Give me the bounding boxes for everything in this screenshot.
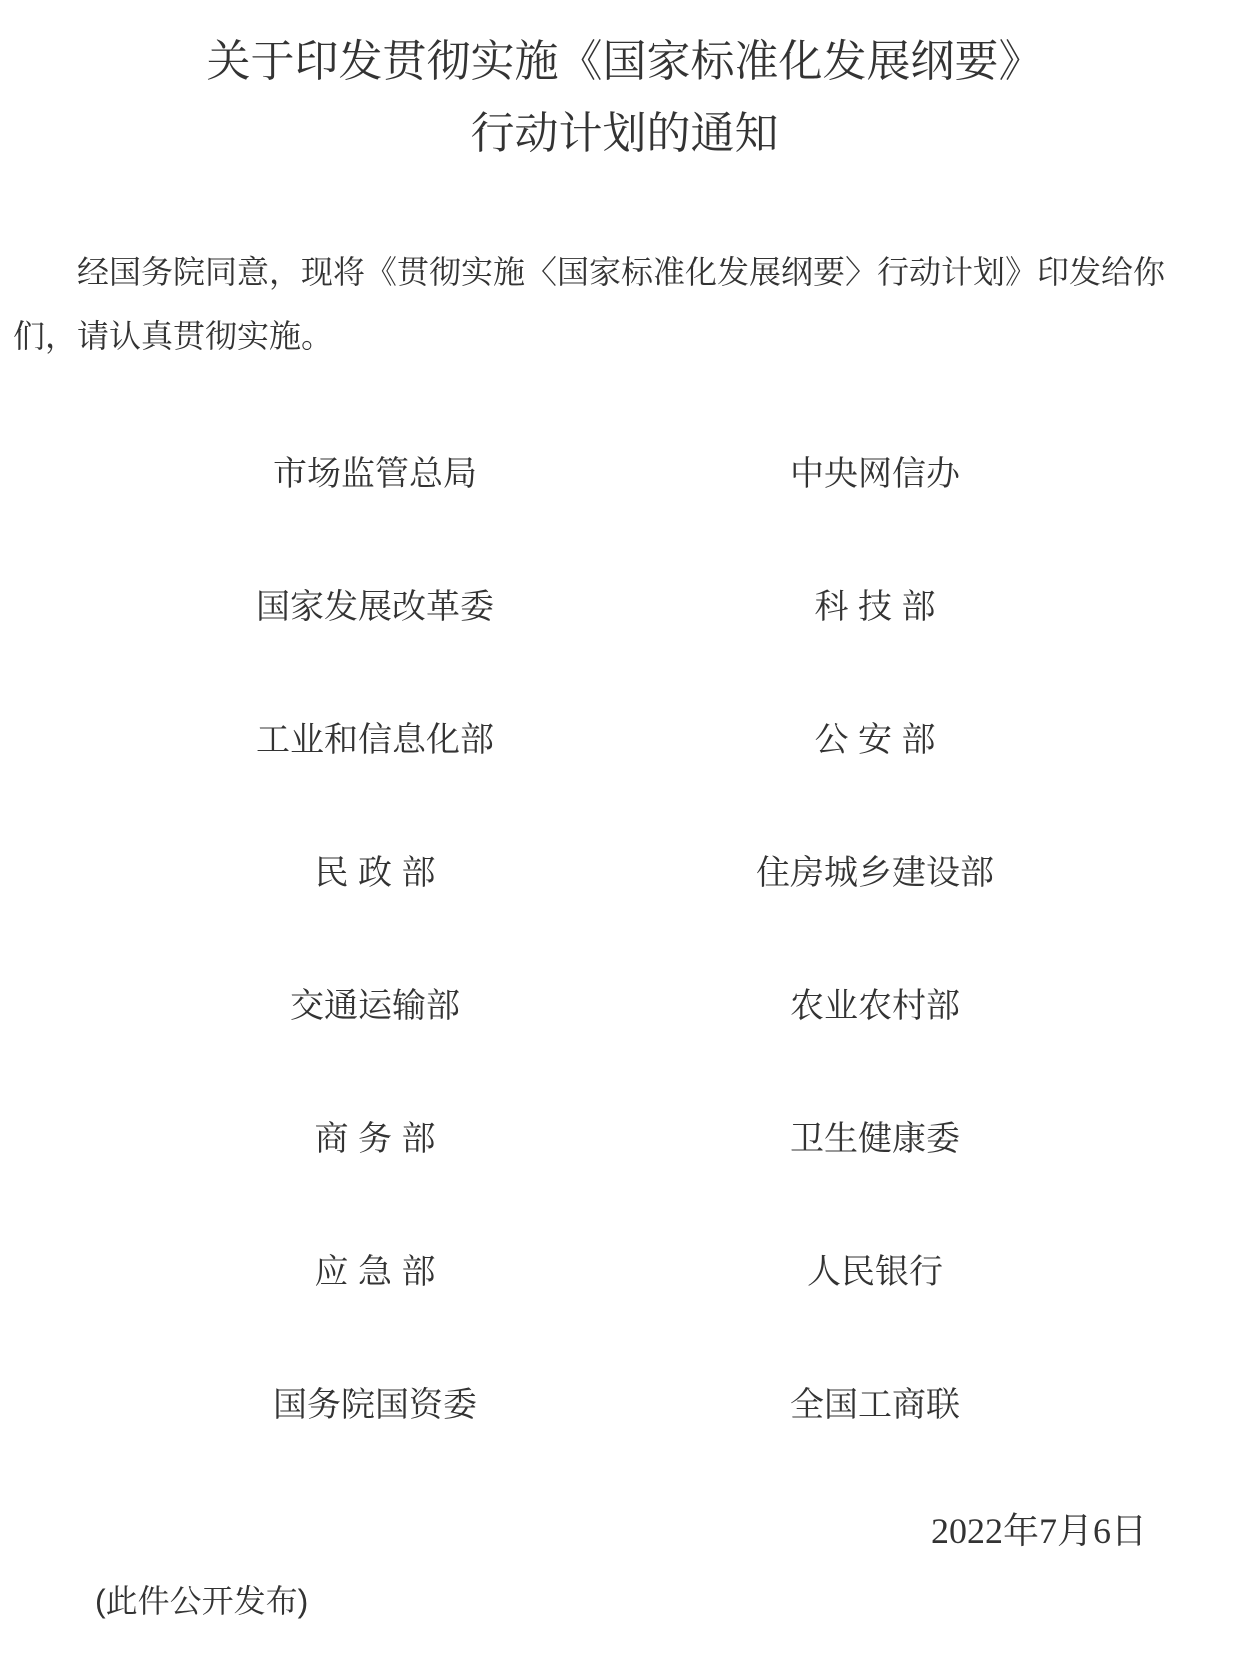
signer-name: 民 政 部 [314,854,436,892]
signer-row [125,985,1125,1118]
signer-name: 商 务 部 [314,1120,436,1158]
signer-row [125,1251,1125,1384]
notice-date: 2022年7月6日 [930,1511,1147,1551]
signer-name: 应 急 部 [314,1253,436,1291]
signer-name: 国务院国资委 [273,1386,477,1424]
signer-name: 科 技 部 [814,588,936,626]
signer-name: 国家发展改革委 [256,588,494,626]
notice-title-line-2: 行动计划的通知 [470,109,779,158]
signer-name: 市场监管总局 [273,455,477,493]
signer-name: 交通运输部 [290,987,460,1025]
signer-name: 卫生健康委 [790,1120,960,1158]
signer-row [125,586,1125,719]
signer-name: 住房城乡建设部 [756,854,994,892]
signer-name: 中央网信办 [790,455,960,493]
signer-name: 人民银行 [807,1253,943,1291]
signer-name: 公 安 部 [814,721,936,759]
signer-row [125,453,1125,586]
signer-name: 工业和信息化部 [256,721,494,759]
signer-row [125,719,1125,852]
notice-body-paragraph: 经国务院同意，现将《贯彻实施〈国家标准化发展纲要〉行动计划》印发给你们，请认真贯彻实施。 [13,254,1166,354]
notice-title [0,0,1249,170]
signer-name: 农业农村部 [790,987,960,1025]
signer-name: 全国工商联 [790,1386,960,1424]
signer-agency-list [125,453,1125,1517]
signer-row [125,1384,1125,1517]
signer-row [125,852,1125,985]
public-release-note: (此件公开发布) [95,1583,309,1619]
notice-title-line-1: 关于印发贯彻实施《国家标准化发展纲要》 [206,37,1043,86]
signer-row [125,1118,1125,1251]
